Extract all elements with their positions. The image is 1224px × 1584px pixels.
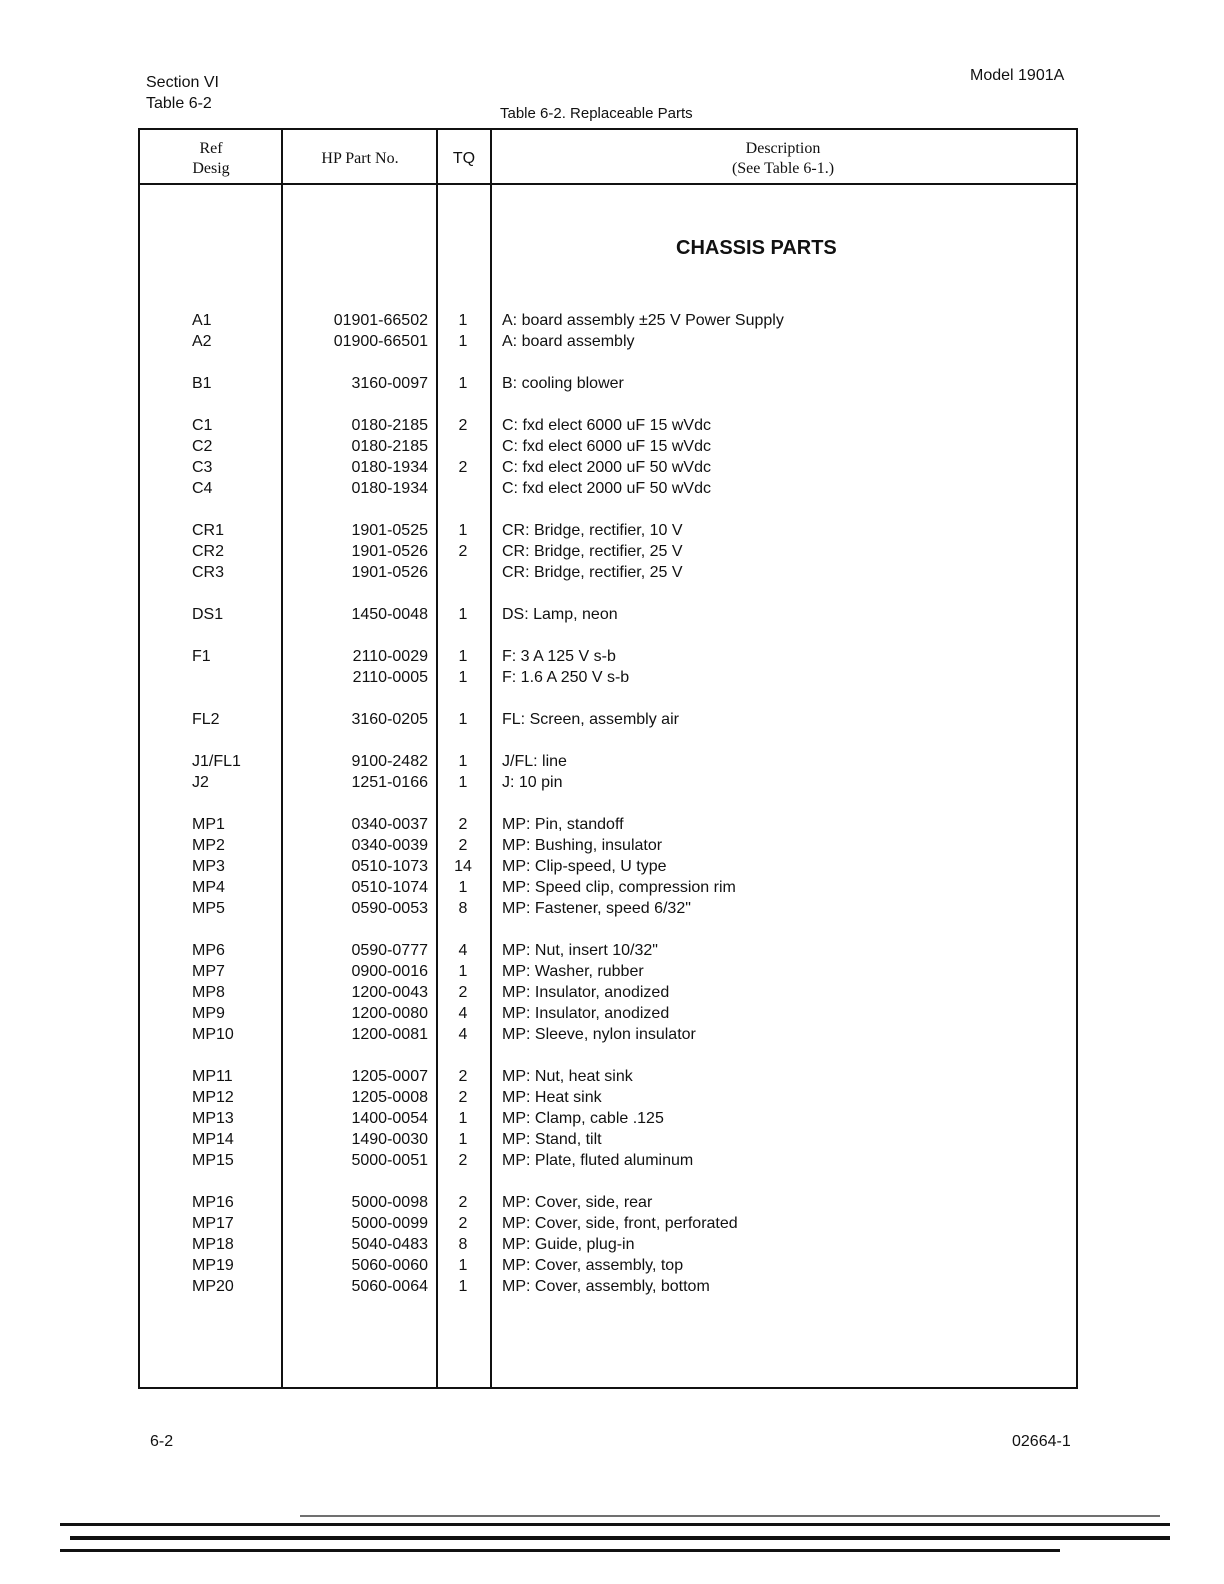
description-cell: MP: Bushing, insulator bbox=[502, 837, 663, 854]
tq-cell: 1 bbox=[458, 1110, 468, 1127]
ref-desig-cell: MP15 bbox=[192, 1152, 234, 1169]
ref-desig-cell: C2 bbox=[192, 438, 213, 455]
part-number-cell: 0590-0777 bbox=[351, 942, 428, 959]
part-number-cell: 1200-0080 bbox=[351, 1005, 428, 1022]
tq-cell: 8 bbox=[458, 900, 468, 917]
description-cell: B: cooling blower bbox=[502, 375, 624, 392]
part-number-cell: 1200-0043 bbox=[351, 984, 428, 1001]
ref-desig-cell: DS1 bbox=[192, 606, 224, 623]
description-cell: MP: Clip-speed, U type bbox=[502, 858, 667, 875]
part-number-cell: 0510-1073 bbox=[351, 858, 428, 875]
part-number-cell: 2110-0029 bbox=[352, 648, 428, 665]
column-header-desc-line2: (See Table 6-1.) bbox=[731, 160, 835, 177]
ref-desig-cell: MP9 bbox=[192, 1005, 225, 1022]
description-cell: MP: Washer, rubber bbox=[502, 963, 644, 980]
tq-cell: 2 bbox=[458, 1068, 468, 1085]
description-cell: MP: Insulator, anodized bbox=[502, 1005, 670, 1022]
tq-cell: 2 bbox=[458, 417, 468, 434]
part-number-cell: 0180-1934 bbox=[351, 459, 428, 476]
part-number-cell: 1901-0526 bbox=[351, 543, 428, 560]
description-cell: MP: Stand, tilt bbox=[502, 1131, 602, 1148]
tq-cell: 1 bbox=[458, 1257, 468, 1274]
scan-artifact bbox=[70, 1536, 1170, 1540]
tq-cell: 1 bbox=[458, 1131, 468, 1148]
part-number-cell: 1400-0054 bbox=[351, 1110, 428, 1127]
description-cell: A: board assembly ±25 V Power Supply bbox=[502, 312, 784, 329]
column-header-ref-line1: Ref bbox=[199, 140, 223, 157]
tq-cell: 2 bbox=[458, 984, 468, 1001]
scan-artifact bbox=[60, 1523, 1170, 1526]
model-number: Model 1901A bbox=[970, 67, 1065, 84]
description-cell: MP: Cover, side, front, perforated bbox=[502, 1215, 738, 1232]
tq-cell: 1 bbox=[458, 606, 468, 623]
ref-desig-cell: MP16 bbox=[192, 1194, 234, 1211]
part-number-cell: 5000-0099 bbox=[351, 1215, 428, 1232]
table-reference: Table 6-2 bbox=[146, 95, 212, 112]
part-number-cell: 01901-66502 bbox=[333, 312, 428, 329]
description-cell: J/FL: line bbox=[502, 753, 567, 770]
part-number-cell: 3160-0205 bbox=[351, 711, 428, 728]
tq-cell: 1 bbox=[458, 963, 468, 980]
part-number-cell: 1901-0526 bbox=[351, 564, 428, 581]
part-number-cell: 1901-0525 bbox=[351, 522, 428, 539]
tq-cell: 4 bbox=[458, 1005, 468, 1022]
ref-desig-cell: MP18 bbox=[192, 1236, 234, 1253]
part-number-cell: 1205-0008 bbox=[351, 1089, 428, 1106]
ref-desig-cell: MP3 bbox=[192, 858, 225, 875]
description-cell: CR: Bridge, rectifier, 25 V bbox=[502, 543, 683, 560]
description-cell: MP: Heat sink bbox=[502, 1089, 602, 1106]
ref-desig-cell: J1/FL1 bbox=[192, 753, 241, 770]
part-number-cell: 0340-0037 bbox=[351, 816, 428, 833]
ref-desig-cell: C3 bbox=[192, 459, 213, 476]
part-number-cell: 1205-0007 bbox=[351, 1068, 428, 1085]
tq-cell: 2 bbox=[458, 1215, 468, 1232]
tq-cell: 1 bbox=[458, 1278, 468, 1295]
tq-cell: 1 bbox=[458, 711, 468, 728]
part-number-cell: 5060-0060 bbox=[351, 1257, 428, 1274]
tq-cell: 1 bbox=[458, 669, 468, 686]
ref-desig-cell: MP2 bbox=[192, 837, 225, 854]
ref-desig-cell: MP20 bbox=[192, 1278, 234, 1295]
ref-desig-cell: C1 bbox=[192, 417, 213, 434]
table-caption: Table 6-2. Replaceable Parts bbox=[500, 105, 693, 122]
part-number-cell: 1200-0081 bbox=[351, 1026, 428, 1043]
part-number-cell: 0180-1934 bbox=[351, 480, 428, 497]
column-header-ref-line2: Desig bbox=[192, 160, 230, 177]
tq-cell: 1 bbox=[458, 333, 468, 350]
ref-desig-cell: CR3 bbox=[192, 564, 225, 581]
ref-desig-cell: MP14 bbox=[192, 1131, 234, 1148]
description-cell: DS: Lamp, neon bbox=[502, 606, 618, 623]
description-cell: MP: Insulator, anodized bbox=[502, 984, 670, 1001]
description-cell: C: fxd elect 6000 uF 15 wVdc bbox=[502, 438, 711, 455]
description-cell: C: fxd elect 2000 uF 50 wVdc bbox=[502, 480, 711, 497]
tq-cell: 1 bbox=[458, 312, 468, 329]
description-cell: FL: Screen, assembly air bbox=[502, 711, 679, 728]
tq-cell: 2 bbox=[458, 1089, 468, 1106]
ref-desig-cell: MP1 bbox=[192, 816, 225, 833]
description-cell: MP: Speed clip, compression rim bbox=[502, 879, 736, 896]
tq-cell: 1 bbox=[458, 774, 468, 791]
description-cell: C: fxd elect 6000 uF 15 wVdc bbox=[502, 417, 711, 434]
part-number-cell: 0180-2185 bbox=[351, 438, 428, 455]
ref-desig-cell: MP17 bbox=[192, 1215, 234, 1232]
description-cell: MP: Cover, assembly, top bbox=[502, 1257, 684, 1274]
ref-desig-cell: J2 bbox=[192, 774, 209, 791]
column-divider bbox=[281, 128, 283, 1387]
part-number-cell: 5040-0483 bbox=[351, 1236, 428, 1253]
ref-desig-cell: MP13 bbox=[192, 1110, 234, 1127]
description-cell: F: 1.6 A 250 V s-b bbox=[502, 669, 630, 686]
column-header-description bbox=[492, 139, 1074, 179]
part-number-cell: 1251-0166 bbox=[351, 774, 428, 791]
tq-cell: 4 bbox=[458, 942, 468, 959]
tq-cell: 1 bbox=[458, 879, 468, 896]
tq-cell: 2 bbox=[458, 1194, 468, 1211]
description-cell: MP: Fastener, speed 6/32" bbox=[502, 900, 691, 917]
tq-cell: 14 bbox=[454, 858, 472, 875]
part-number-cell: 0340-0039 bbox=[351, 837, 428, 854]
scan-artifact bbox=[60, 1549, 1060, 1552]
tq-cell: 2 bbox=[458, 837, 468, 854]
ref-desig-cell: MP19 bbox=[192, 1257, 234, 1274]
description-cell: MP: Pin, standoff bbox=[502, 816, 624, 833]
description-cell: C: fxd elect 2000 uF 50 wVdc bbox=[502, 459, 711, 476]
page-number: 6-2 bbox=[150, 1433, 174, 1450]
ref-desig-cell: A1 bbox=[192, 312, 212, 329]
tq-cell: 4 bbox=[458, 1026, 468, 1043]
scan-artifact bbox=[300, 1515, 1160, 1517]
ref-desig-cell: MP5 bbox=[192, 900, 225, 917]
part-number-cell: 1490-0030 bbox=[351, 1131, 428, 1148]
description-cell: F: 3 A 125 V s-b bbox=[502, 648, 616, 665]
ref-desig-cell: CR1 bbox=[192, 522, 225, 539]
ref-desig-cell: FL2 bbox=[192, 711, 220, 728]
description-cell: MP: Sleeve, nylon insulator bbox=[502, 1026, 696, 1043]
tq-cell: 1 bbox=[458, 522, 468, 539]
column-divider bbox=[490, 128, 492, 1387]
tq-cell: 8 bbox=[458, 1236, 468, 1253]
column-header-tq: TQ bbox=[452, 150, 476, 167]
section-title: CHASSIS PARTS bbox=[676, 237, 837, 259]
description-cell: MP: Cover, assembly, bottom bbox=[502, 1278, 710, 1295]
ref-desig-cell: MP12 bbox=[192, 1089, 234, 1106]
tq-cell: 1 bbox=[458, 375, 468, 392]
part-number-cell: 0590-0053 bbox=[351, 900, 428, 917]
description-cell: MP: Guide, plug-in bbox=[502, 1236, 635, 1253]
ref-desig-cell: C4 bbox=[192, 480, 213, 497]
ref-desig-cell: MP8 bbox=[192, 984, 225, 1001]
description-cell: MP: Cover, side, rear bbox=[502, 1194, 653, 1211]
part-number-cell: 5000-0098 bbox=[351, 1194, 428, 1211]
ref-desig-cell: MP6 bbox=[192, 942, 225, 959]
description-cell: MP: Nut, heat sink bbox=[502, 1068, 633, 1085]
part-number-cell: 01900-66501 bbox=[333, 333, 428, 350]
part-number-cell: 0510-1074 bbox=[351, 879, 428, 896]
section-label: Section VI bbox=[146, 74, 219, 91]
description-cell: CR: Bridge, rectifier, 25 V bbox=[502, 564, 683, 581]
part-number-cell: 3160-0097 bbox=[351, 375, 428, 392]
ref-desig-cell: MP7 bbox=[192, 963, 225, 980]
ref-desig-cell: MP11 bbox=[192, 1068, 233, 1085]
description-cell: CR: Bridge, rectifier, 10 V bbox=[502, 522, 683, 539]
part-number-cell: 0900-0016 bbox=[351, 963, 428, 980]
ref-desig-cell: B1 bbox=[192, 375, 212, 392]
part-number-cell: 5060-0064 bbox=[351, 1278, 428, 1295]
tq-cell: 2 bbox=[458, 543, 468, 560]
header-rule bbox=[138, 183, 1076, 185]
column-header-ref-desig bbox=[140, 139, 282, 179]
ref-desig-cell: MP4 bbox=[192, 879, 225, 896]
description-cell: A: board assembly bbox=[502, 333, 635, 350]
description-cell: MP: Plate, fluted aluminum bbox=[502, 1152, 694, 1169]
ref-desig-cell: CR2 bbox=[192, 543, 225, 560]
column-divider bbox=[436, 128, 438, 1387]
part-number-cell: 0180-2185 bbox=[351, 417, 428, 434]
part-number-cell: 5000-0051 bbox=[351, 1152, 428, 1169]
description-cell: J: 10 pin bbox=[502, 774, 563, 791]
ref-desig-cell: MP10 bbox=[192, 1026, 234, 1043]
part-number-cell: 9100-2482 bbox=[351, 753, 428, 770]
ref-desig-cell: A2 bbox=[192, 333, 212, 350]
part-number-cell: 2110-0005 bbox=[352, 669, 428, 686]
description-cell: MP: Clamp, cable .125 bbox=[502, 1110, 664, 1127]
tq-cell: 1 bbox=[458, 648, 468, 665]
tq-cell: 1 bbox=[458, 753, 468, 770]
column-header-desc-line1: Description bbox=[745, 140, 821, 157]
tq-cell: 2 bbox=[458, 816, 468, 833]
part-number-cell: 1450-0048 bbox=[351, 606, 428, 623]
document-number: 02664-1 bbox=[1012, 1433, 1071, 1450]
description-cell: MP: Nut, insert 10/32" bbox=[502, 942, 658, 959]
ref-desig-cell: F1 bbox=[192, 648, 211, 665]
tq-cell: 2 bbox=[458, 1152, 468, 1169]
tq-cell: 2 bbox=[458, 459, 468, 476]
column-header-part-number: HP Part No. bbox=[321, 150, 399, 167]
